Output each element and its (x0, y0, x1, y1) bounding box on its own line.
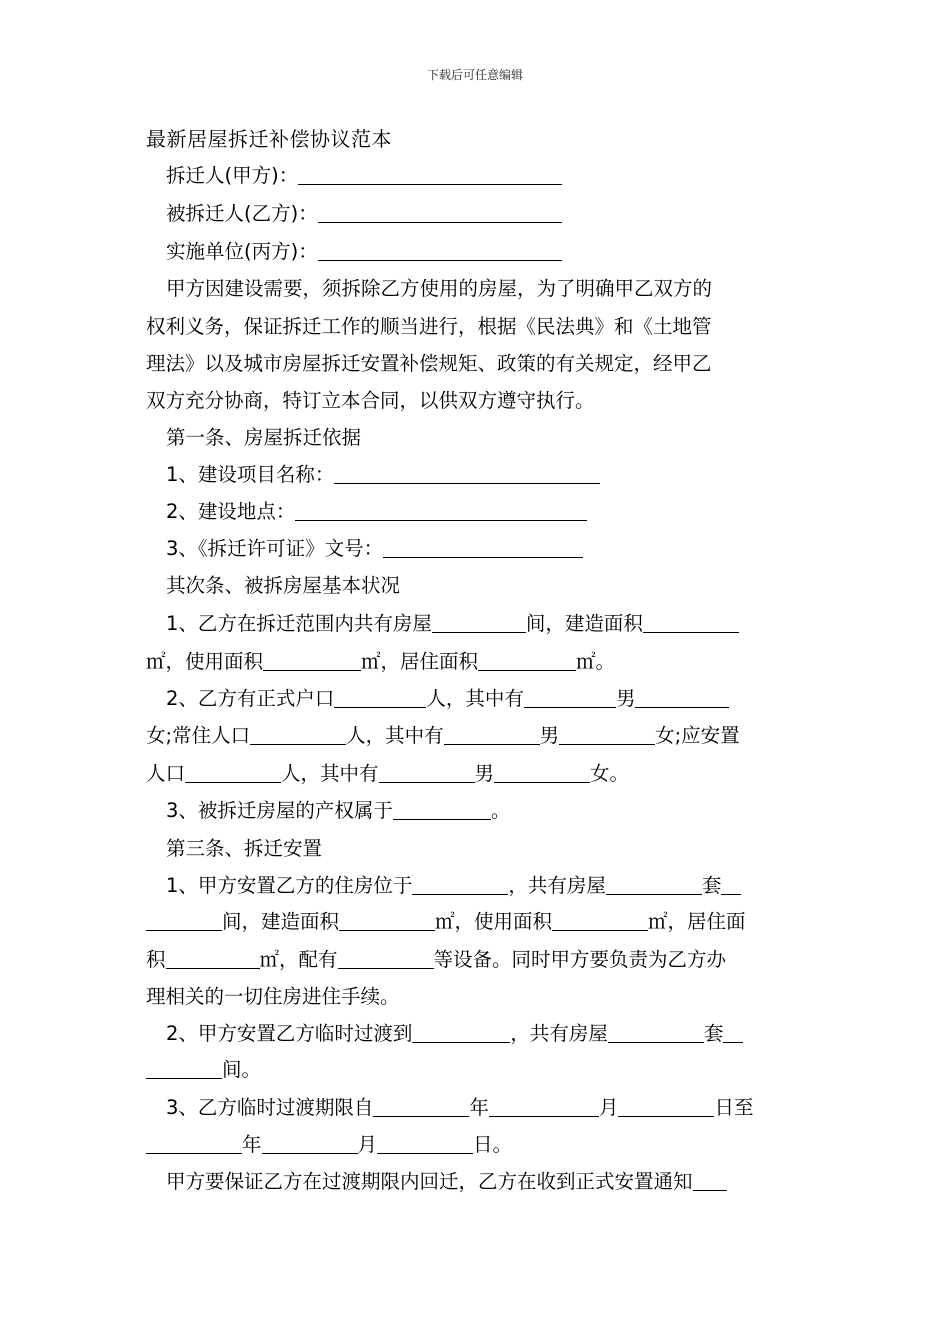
article-1-item-3 (166, 533, 828, 561)
party-a-blank[interactable] (298, 166, 562, 185)
article-3-item-1-line-2 (146, 906, 808, 934)
text: 人，其中有 (281, 762, 379, 785)
article-3-item-3-line-1 (166, 1092, 808, 1120)
resident-female-blank[interactable] (559, 726, 655, 745)
text: 女;应安置 (655, 724, 740, 747)
text: 年 (242, 1133, 262, 1156)
text: ㎡，使用面积 (146, 650, 264, 673)
registered-count-blank[interactable] (334, 689, 426, 708)
party-a-line (166, 160, 828, 188)
text: 女;常住人口 (146, 724, 251, 747)
project-name-blank[interactable] (334, 465, 600, 484)
party-c-blank[interactable] (318, 242, 562, 261)
article-2-item-1-line-1 (166, 608, 808, 636)
text: 间。 (222, 1058, 262, 1081)
text: ，共有房屋 (510, 1022, 608, 1045)
housing-location-blank[interactable] (412, 876, 508, 895)
text: 男 (615, 687, 636, 710)
text: 套 (703, 1022, 724, 1045)
article-3-item-2-line-2 (146, 1054, 808, 1082)
text: ㎡。 (576, 650, 616, 673)
building-area-blank[interactable] (643, 614, 739, 633)
resident-male-blank[interactable] (444, 726, 540, 745)
article-3-item-3-line-2 (146, 1129, 808, 1157)
location-blank[interactable] (295, 502, 587, 521)
project-name-label: 1、建设项目名称： (166, 463, 335, 486)
rooms-blank[interactable] (432, 614, 526, 633)
start-year-blank[interactable] (373, 1098, 469, 1117)
intro-line-1: 甲方因建设需要，须拆除乙方使用的房屋，为了明确甲乙双方的 (166, 277, 713, 300)
registered-male-blank[interactable] (524, 689, 616, 708)
permit-number-label: 3、《拆迁许可证》文号： (166, 537, 384, 560)
article-2-item-2-line-2 (146, 720, 808, 748)
transition-location-blank[interactable] (412, 1024, 510, 1043)
party-a-label: 拆迁人(甲方)： (166, 164, 299, 187)
transition-rooms-blank[interactable] (146, 1060, 222, 1079)
text: ㎡，居住面积 (361, 650, 479, 673)
article-3-item-1-line-3 (146, 944, 808, 972)
text: 甲方要保证乙方在过渡期限内回迁，乙方在收到正式安置通知 (166, 1170, 693, 1193)
article-3-heading: 第三条、拆迁安置 (166, 837, 323, 860)
text: 间，建造面积 (525, 612, 643, 635)
article-2-item-1-line-2 (146, 646, 808, 674)
transition-sets-blank[interactable] (608, 1024, 704, 1043)
text: 男 (474, 762, 495, 785)
article-2-heading: 其次条、被拆房屋基本状况 (166, 574, 401, 597)
text: ㎡，配有 (259, 948, 338, 971)
text: 年 (469, 1096, 489, 1119)
party-b-blank[interactable] (318, 204, 562, 223)
resettle-female-blank[interactable] (494, 764, 590, 783)
text: ，共有房屋 (508, 874, 606, 897)
text: 男 (539, 724, 560, 747)
text: 积 (146, 948, 166, 971)
usable-area-blank[interactable] (263, 652, 361, 671)
article-3-item-1-line-1 (166, 870, 808, 898)
start-day-blank[interactable] (618, 1098, 714, 1117)
living-area-blank[interactable] (166, 950, 260, 969)
article-1-item-2 (166, 496, 828, 524)
resettle-male-blank[interactable] (379, 764, 475, 783)
text: 等设备。同时甲方要负责为乙方办 (433, 948, 727, 971)
article-3-item-1-line-4: 理相关的一切住房进住手续。 (146, 985, 400, 1008)
permit-number-blank[interactable] (383, 539, 583, 558)
text: 套 (701, 874, 722, 897)
resettle-count-blank[interactable] (185, 764, 281, 783)
end-month-blank[interactable] (262, 1135, 358, 1154)
text: 1、乙方在拆迁范围内共有房屋 (166, 612, 432, 635)
party-b-label: 被拆迁人(乙方)： (166, 202, 318, 225)
building-area-blank[interactable] (339, 912, 435, 931)
text: 月 (357, 1133, 378, 1156)
text: 。 (490, 799, 511, 822)
rooms-blank[interactable] (146, 912, 222, 931)
sets-blank[interactable] (606, 876, 702, 895)
location-label: 2、建设地点： (166, 500, 296, 523)
text: 女。 (590, 762, 630, 785)
text: 人口 (146, 762, 186, 785)
text: 间，建造面积 (222, 910, 340, 933)
text: 月 (598, 1096, 619, 1119)
party-c-label: 实施单位(丙方)： (166, 240, 318, 263)
text: ㎡，使用面积 (435, 910, 553, 933)
intro-line-4: 双方充分协商，特订立本合同，以供双方遵守执行。 (146, 389, 595, 412)
intro-line-3: 理法》以及城市房屋拆迁安置补偿规矩、政策的有关规定，经甲乙 (146, 352, 712, 375)
usable-area-blank[interactable] (552, 912, 648, 931)
article-1-heading: 第一条、房屋拆迁依据 (166, 426, 362, 449)
text: ㎡，居住面 (648, 910, 746, 933)
article-3-item-2-line-1 (166, 1018, 808, 1046)
party-b-line (166, 198, 828, 226)
party-c-line (166, 236, 828, 264)
transition-rooms-blank-start[interactable] (723, 1024, 743, 1043)
document-title: 最新居屋拆迁补偿协议范本 (146, 127, 392, 151)
article-2-item-2-line-3 (146, 758, 808, 786)
property-owner-blank[interactable] (393, 801, 491, 820)
text: 日。 (473, 1133, 513, 1156)
text: 1、甲方安置乙方的住房位于 (166, 874, 413, 897)
article-1-item-1 (166, 459, 828, 487)
notice-days-blank[interactable] (693, 1172, 727, 1191)
article-2-item-3 (166, 795, 828, 823)
intro-line-2: 权利义务，保证拆迁工作的顺当进行，根据《民法典》和《土地管 (146, 315, 712, 338)
text: 人，其中有 (426, 687, 524, 710)
registered-female-blank[interactable] (635, 689, 729, 708)
equipment-blank[interactable] (338, 950, 434, 969)
text: 日至 (714, 1096, 754, 1119)
end-year-blank[interactable] (146, 1135, 242, 1154)
living-area-blank[interactable] (478, 652, 576, 671)
end-day-blank[interactable] (377, 1135, 473, 1154)
text: 人，其中有 (346, 724, 444, 747)
start-month-blank[interactable] (489, 1098, 599, 1117)
resident-count-blank[interactable] (250, 726, 346, 745)
header-note: 下载后可任意编辑 (426, 68, 523, 82)
text: 2、乙方有正式户口 (166, 687, 335, 710)
article-3-final-line (166, 1166, 808, 1194)
text: 3、被拆迁房屋的产权属于 (166, 799, 393, 822)
article-2-item-2-line-1 (166, 683, 808, 711)
text: 2、甲方安置乙方临时过渡到 (166, 1022, 413, 1045)
sets-rooms-blank-start[interactable] (721, 876, 741, 895)
text: 3、乙方临时过渡期限自 (166, 1096, 374, 1119)
